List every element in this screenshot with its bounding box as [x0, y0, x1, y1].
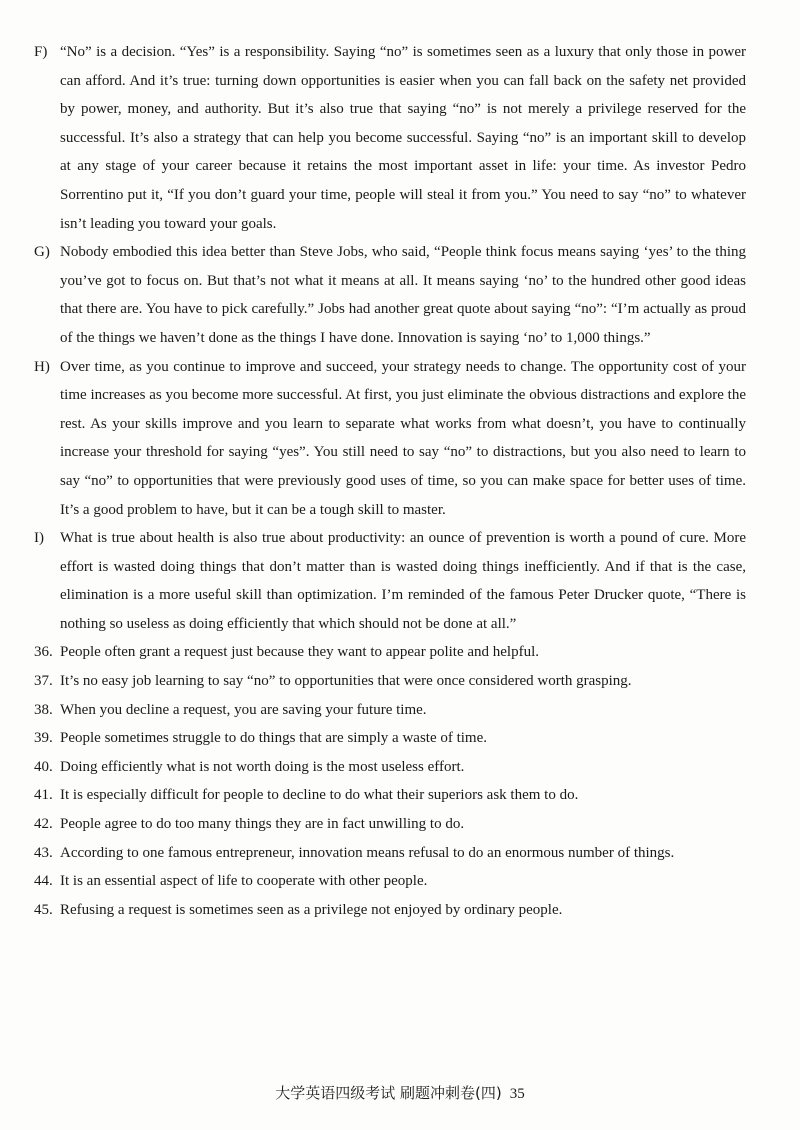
statement-text: It is an essential aspect of life to cooperate with other people.: [60, 873, 428, 890]
statement-36: [34, 638, 746, 667]
paragraph-text: Over time, as you continue to improve and succeed, your strategy needs to change. The opportunity cost of your time increases as you become more successful. At first, you just eliminate the obvious distractions and explore the rest. As your skills improve and you learn to separate what works from what doesn’t, you have to continually increase your threshold for saying “yes”. You still need to say “no” to distractions, but you also need to learn to say “no” to opportunities that were previously good uses of time, so you can make space for better uses of time. It’s a good problem to have, but it can be a tough skill to master.: [60, 358, 746, 518]
paragraph-label: F): [34, 44, 48, 60]
statement-39: [34, 724, 746, 753]
statement-41: [34, 781, 746, 810]
statement-text: It’s no easy job learning to say “no” to opportunities that were once considered worth grasping.: [60, 673, 632, 690]
paragraph-text: What is true about health is also true about productivity: an ounce of prevention is worth a pound of cure. More effort is wasted doing things that don’t matter than is wasted doing things inefficiently. And if that is the case, elimination is a more useful skill than optimization. I’m reminded of the famous Peter Drucker quote, “There is nothing so useless as doing efficiently that which should not be done at all.”: [60, 530, 746, 632]
footer-title: 大学英语四级考试 刷题冲刺卷(四): [275, 1084, 502, 1102]
statement-text: It is especially difficult for people to decline to do what their superiors ask them to do.: [60, 787, 579, 804]
statement-number: 45.: [34, 901, 53, 918]
paragraph-label: I): [34, 530, 44, 547]
passage-paragraph-i: [34, 524, 746, 638]
statement-text: Doing efficiently what is not worth doing is the most useless effort.: [60, 758, 465, 775]
statement-text: According to one famous entrepreneur, innovation means refusal to do an enormous number of things.: [60, 844, 675, 861]
statement-number: 37.: [34, 673, 53, 690]
statement-text: Refusing a request is sometimes seen as a privilege not enjoyed by ordinary people.: [60, 901, 563, 918]
statement-number: 41.: [34, 787, 53, 804]
paragraph-text: “No” is a decision. “Yes” is a responsibility. Saying “no” is sometimes seen as a luxury that only those in power can afford. And it’s true: turning down opportunities is easier when you can fall back on the safety net provided by power, money, and authority. But it’s also true that saying “no” is not merely a privilege reserved for the successful. It’s also a strategy that can help you become successful. Saying “no” is an important skill to develop at any stage of your career because it retains the most important asset in life: your time. As investor Pedro Sorrentino put it, “If you don’t guard your time, people will steal it from you.” You need to say “no” to whatever isn’t leading you toward your goals.: [60, 44, 746, 232]
statement-37: [34, 667, 746, 696]
statement-text: People sometimes struggle to do things that are simply a waste of time.: [60, 730, 488, 747]
paragraph-label: G): [34, 244, 50, 261]
statement-number: 42.: [34, 816, 53, 833]
passage-paragraph-h: [34, 353, 746, 525]
statement-43: [34, 839, 746, 868]
statement-text: People agree to do too many things they are in fact unwilling to do.: [60, 816, 465, 833]
passage-paragraph-f: [34, 38, 746, 238]
page-number: 35: [509, 1086, 525, 1102]
statement-number: 44.: [34, 873, 53, 890]
paragraph-text: Nobody embodied this idea better than Steve Jobs, who said, “People think focus means saying ‘yes’ to the thing you’ve got to focus on. But that’s not what it means at all. It means saying ‘no’ to the hundred other good ideas that there are. You have to pick carefully.” Jobs had another great quote about saying “no”: “I’m actually as proud of the things we haven’t done as the things I have done. Innovation is saying ‘no’ to 1,000 things.”: [60, 244, 746, 346]
statement-number: 43.: [34, 844, 53, 861]
statement-44: [34, 867, 746, 896]
statement-45: [34, 896, 746, 925]
statement-number: 36.: [34, 644, 53, 661]
statement-number: 40.: [34, 758, 53, 775]
statement-number: 39.: [34, 730, 53, 747]
statement-40: [34, 753, 746, 782]
page-footer: [0, 1082, 800, 1103]
statement-42: [34, 810, 746, 839]
page-content: [34, 38, 746, 924]
question-statements: [34, 638, 746, 924]
statement-text: People often grant a request just because they want to appear polite and helpful.: [60, 644, 540, 661]
statement-38: [34, 696, 746, 725]
statement-number: 38.: [34, 701, 53, 718]
paragraph-label: H): [34, 358, 50, 375]
passage-paragraph-g: [34, 238, 746, 352]
statement-text: When you decline a request, you are saving your future time.: [60, 701, 427, 718]
